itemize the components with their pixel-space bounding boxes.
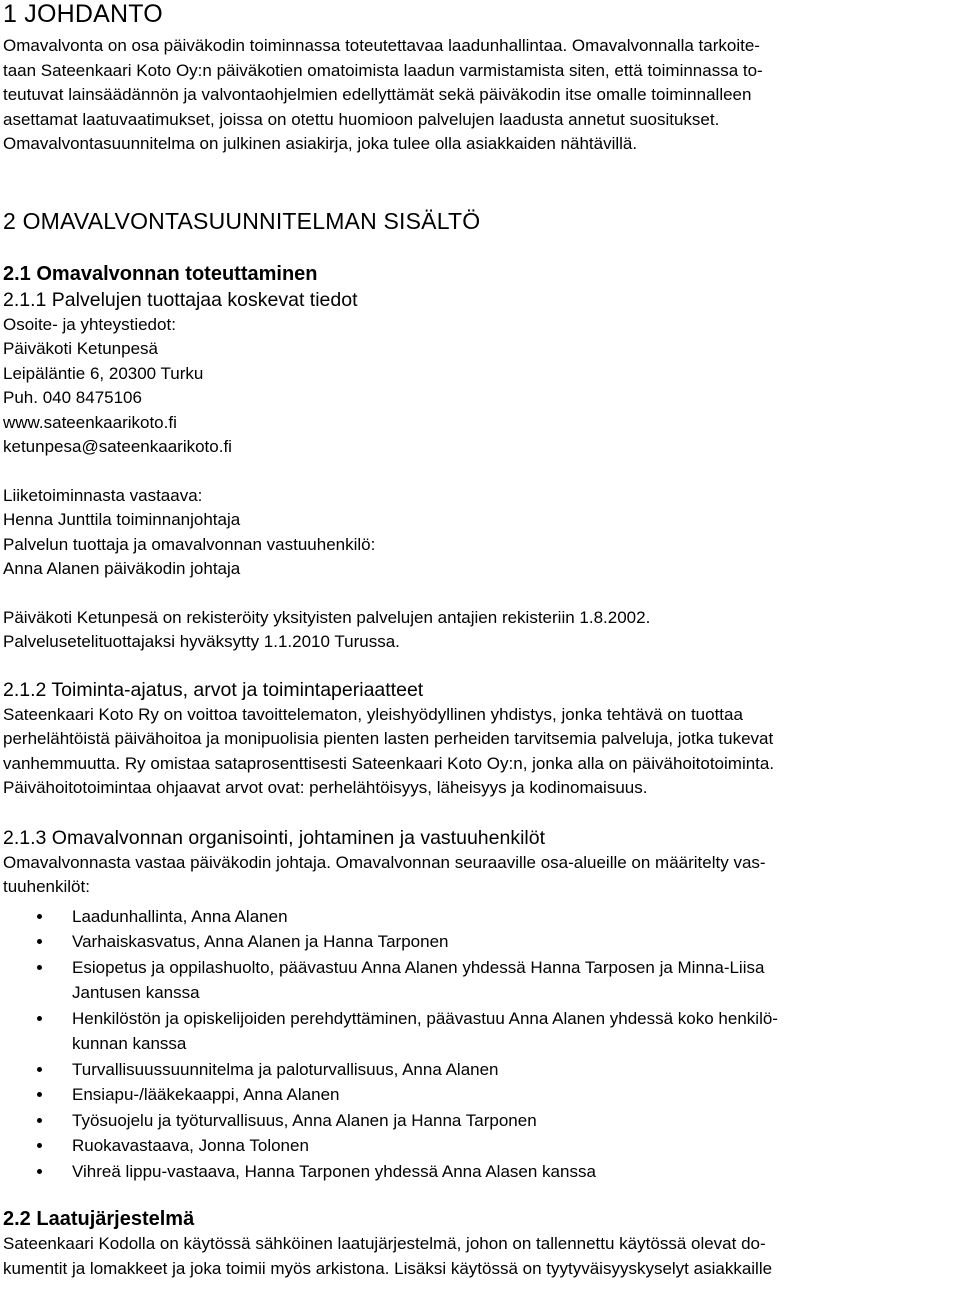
list-item-text-continued: Jantusen kanssa: [72, 983, 200, 1002]
document-page: [3, 0, 958, 1281]
list-item-text: Ruokavastaava, Jonna Tolonen: [72, 1136, 309, 1155]
paragraph-line: Omavalvontasuunnitelma on julkinen asiakirja, joka tulee olla asiakkaiden nähtävillä.: [3, 134, 638, 153]
paragraph-line: Omavalvonnasta vastaa päiväkodin johtaja. Omavalvonnan seuraaville osa-alueille on määritelty vas-: [3, 852, 766, 872]
section-2-1-2-heading: 2.1.2 Toiminta-ajatus, arvot ja toimintaperiaatteet: [3, 678, 424, 701]
section-2-1-3-heading: 2.1.3 Omavalvonnan organisointi, johtaminen ja vastuuhenkilöt: [3, 826, 546, 849]
section-2-1-3-intro: [3, 851, 958, 900]
bullet-icon: [37, 965, 42, 970]
list-item: [3, 1057, 958, 1083]
paragraph-line: Sateenkaari Koto Ry on voittoa tavoittelematon, yleishyödyllinen yhdistys, jonka tehtävä on tuottaa: [3, 704, 743, 724]
list-item: [3, 1006, 958, 1057]
paragraph-line: kumentit ja lomakkeet ja joka toimii myös arkistona. Lisäksi käytössä on tyytyväisyyskyselyt asiakkaille: [3, 1258, 773, 1278]
registry-info: [3, 606, 958, 655]
paragraph-line: taan Sateenkaari Koto Oy:n päiväkotien omatoimista laadun varmistamista siten, että toiminnassa to-: [3, 60, 763, 80]
bullet-icon: [37, 1143, 42, 1148]
section-2-2-heading: 2.2 Laatujärjestelmä: [3, 1208, 195, 1230]
section-2-heading: 2 OMAVALVONTASUUNNITELMAN SISÄLTÖ: [3, 207, 481, 234]
bullet-icon: [37, 1118, 42, 1123]
list-item-text: Vihreä lippu-vastaava, Hanna Tarponen yhdessä Anna Alasen kanssa: [72, 1161, 596, 1181]
registry-line: Palvelusetelituottajaksi hyväksytty 1.1.2010 Turussa.: [3, 632, 400, 651]
paragraph-line: tuuhenkilöt:: [3, 877, 90, 896]
registry-line: Päiväkoti Ketunpesä on rekisteröity yksityisten palvelujen antajien rekisteriin 1.8.2002.: [3, 607, 651, 627]
list-item-text: Varhaiskasvatus, Anna Alanen ja Hanna Tarponen: [72, 932, 449, 951]
bullet-icon: [37, 1092, 42, 1097]
contact-address: Leipäläntie 6, 20300 Turku: [3, 363, 204, 383]
responsibility-list: [3, 904, 958, 1185]
bullet-icon: [37, 1016, 42, 1021]
paragraph-line: vanhemmuutta. Ry omistaa sataprosenttisesti Sateenkaari Koto Oy:n, jonka alla on päivähoitotoiminta.: [3, 753, 775, 773]
contact-name: Päiväkoti Ketunpesä: [3, 339, 158, 358]
list-item: [3, 904, 958, 930]
list-item-text: Henkilöstön ja opiskelijoiden perehdyttäminen, päävastuu Anna Alanen yhdessä koko henkilö-: [72, 1008, 778, 1028]
section-2-1-1-heading: 2.1.1 Palvelujen tuottajaa koskevat tiedot: [3, 288, 358, 311]
section-2-1-heading: 2.1 Omavalvonnan toteuttaminen: [3, 262, 318, 285]
responsible-persons: [3, 484, 958, 582]
section-1-heading: 1 JOHDANTO: [3, 0, 163, 28]
contact-email: ketunpesa@sateenkaarikoto.fi: [3, 437, 232, 456]
responsible-line: Palvelun tuottaja ja omavalvonnan vastuuhenkilö:: [3, 534, 376, 554]
paragraph-line: asettamat laatuvaatimukset, joissa on otettu huomioon palvelujen laadusta annetut suositukset.: [3, 109, 720, 129]
list-item-text: Turvallisuussuunnitelma ja paloturvallisuus, Anna Alanen: [72, 1059, 499, 1079]
responsible-line: Henna Junttila toiminnanjohtaja: [3, 510, 241, 529]
section-2-1-2-paragraph: [3, 703, 958, 801]
responsible-line: Anna Alanen päiväkodin johtaja: [3, 559, 241, 578]
bullet-icon: [37, 1169, 42, 1174]
paragraph-line: teutuvat lainsäädännön ja valvontaohjelmien edellyttämät sekä päiväkodin itse omalle toiminnalleen: [3, 85, 752, 104]
bullet-icon: [37, 1067, 42, 1072]
list-item-text: Laadunhallinta, Anna Alanen: [72, 906, 288, 926]
list-item: [3, 929, 958, 955]
contact-phone: Puh. 040 8475106: [3, 388, 142, 407]
responsible-line: Liiketoiminnasta vastaava:: [3, 485, 203, 505]
list-item-text: Ensiapu-/lääkekaappi, Anna Alanen: [72, 1085, 340, 1104]
contact-website: www.sateenkaarikoto.fi: [3, 412, 177, 432]
contact-info: [3, 313, 958, 460]
paragraph-line: perhelähtöistä päivähoitoa ja monipuolisia pienten lasten perheiden tarvitsemia palveluja, jotka tukevat: [3, 729, 774, 748]
list-item-text: Työsuojelu ja työturvallisuus, Anna Alanen ja Hanna Tarponen: [72, 1110, 537, 1130]
list-item-text-continued: kunnan kanssa: [72, 1034, 187, 1053]
bullet-icon: [37, 914, 42, 919]
list-item-text: Esiopetus ja oppilashuolto, päävastuu Anna Alanen yhdessä Hanna Tarposen ja Minna-Liisa: [72, 957, 765, 977]
list-item: [3, 1159, 958, 1185]
list-item: [3, 955, 958, 1006]
contact-label: Osoite- ja yhteystiedot:: [3, 314, 176, 334]
section-1-paragraph: [3, 34, 958, 157]
list-item: [3, 1108, 958, 1134]
paragraph-line: Sateenkaari Kodolla on käytössä sähköinen laatujärjestelmä, johon on tallennettu käytössä olevat do-: [3, 1234, 766, 1253]
bullet-icon: [37, 939, 42, 944]
paragraph-line: Omavalvonta on osa päiväkodin toiminnassa toteutettavaa laadunhallintaa. Omavalvonnalla tarkoite-: [3, 36, 760, 55]
section-2-2-paragraph: [3, 1232, 958, 1281]
paragraph-line: Päivähoitotoimintaa ohjaavat arvot ovat: perhelähtöisyys, läheisyys ja kodinomaisuus.: [3, 778, 648, 797]
list-item: [3, 1133, 958, 1159]
list-item: [3, 1082, 958, 1108]
